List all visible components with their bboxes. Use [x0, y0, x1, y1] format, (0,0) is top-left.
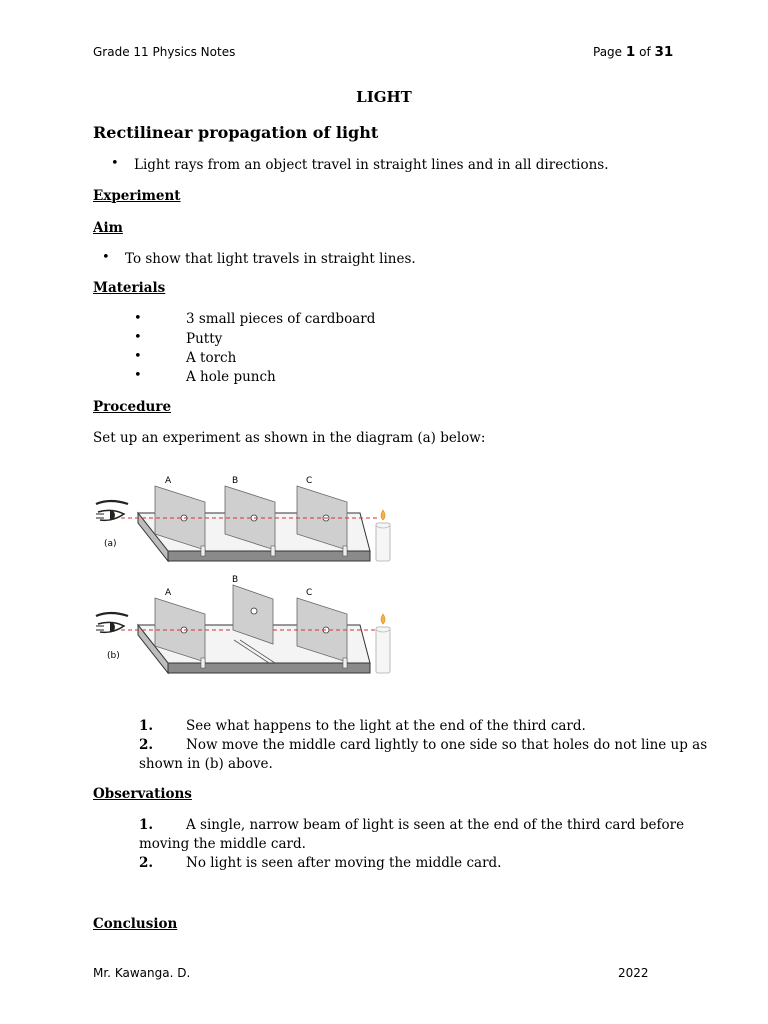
- procedure-step-continued: shown in (b) above.: [139, 756, 273, 772]
- card-b3-stand: [343, 658, 347, 668]
- material-item: A hole punch: [186, 369, 276, 385]
- observations-heading: Observations: [93, 786, 192, 802]
- eye-icon: [96, 613, 128, 632]
- candle-icon: [376, 510, 390, 561]
- card-a2-stand: [271, 546, 275, 556]
- card-b1-stand: [201, 658, 205, 668]
- aim-heading: Aim: [93, 220, 123, 236]
- procedure-intro: Set up an experiment as shown in the diagram (a) below:: [93, 430, 486, 446]
- card-label: B: [232, 575, 239, 585]
- header-title: Grade 11 Physics Notes: [93, 45, 236, 59]
- card-label: B: [232, 476, 239, 486]
- aim-text: To show that light travels in straight lines.: [125, 251, 416, 267]
- page-of: of: [639, 45, 651, 59]
- page-total: 31: [654, 44, 674, 60]
- material-item: Putty: [186, 331, 223, 347]
- procedure-step: 2. Now move the middle card lightly to one side so that holes do not line up as: [139, 737, 708, 753]
- base-front-a: [168, 551, 370, 561]
- materials-heading: Materials: [93, 280, 166, 296]
- procedure-step: 1. See what happens to the light at the end of the third card.: [139, 718, 586, 734]
- observation-item: 2. No light is seen after moving the middle card.: [139, 855, 502, 871]
- card-a3-stand: [343, 546, 347, 556]
- bullet-icon: •: [111, 156, 119, 171]
- setup-b: [96, 575, 390, 673]
- bullet-icon: •: [134, 368, 142, 383]
- card-a1-stand: [201, 546, 205, 556]
- bullet-icon: •: [134, 349, 142, 364]
- observation-continued: moving the middle card.: [139, 836, 306, 852]
- experiment-diagram: [90, 468, 420, 683]
- base-front-b: [168, 663, 370, 673]
- hole-icon: [251, 608, 257, 614]
- observation-item: 1. A single, narrow beam of light is seen at the end of the third card before: [139, 817, 685, 833]
- card-label: C: [306, 588, 313, 598]
- page-number: 1: [625, 44, 636, 60]
- candle-icon: [376, 614, 390, 673]
- procedure-heading: Procedure: [93, 399, 172, 415]
- experiment-heading: Experiment: [93, 188, 181, 204]
- bullet-icon: •: [134, 311, 142, 326]
- bullet-icon: •: [102, 250, 110, 265]
- conclusion-heading: Conclusion: [93, 916, 178, 932]
- bullet-icon: •: [134, 330, 142, 345]
- material-item: A torch: [186, 350, 237, 366]
- diagram-caption-a: (a): [104, 539, 117, 549]
- setup-a: [96, 476, 390, 561]
- eye-icon: [96, 501, 128, 520]
- card-label: A: [165, 476, 172, 486]
- card-label: A: [165, 588, 172, 598]
- page-label: Page: [593, 45, 623, 59]
- page-counter: [593, 44, 673, 60]
- section-heading: Rectilinear propagation of light: [93, 123, 379, 142]
- card-label: C: [306, 476, 313, 486]
- diagram-caption-b: (b): [107, 651, 120, 661]
- page-title: LIGHT: [356, 88, 412, 106]
- footer-author: Mr. Kawanga. D.: [93, 966, 191, 980]
- footer-year: 2022: [618, 966, 649, 980]
- intro-bullet-text: Light rays from an object travel in straight lines and in all directions.: [134, 157, 609, 173]
- material-item: 3 small pieces of cardboard: [186, 311, 376, 327]
